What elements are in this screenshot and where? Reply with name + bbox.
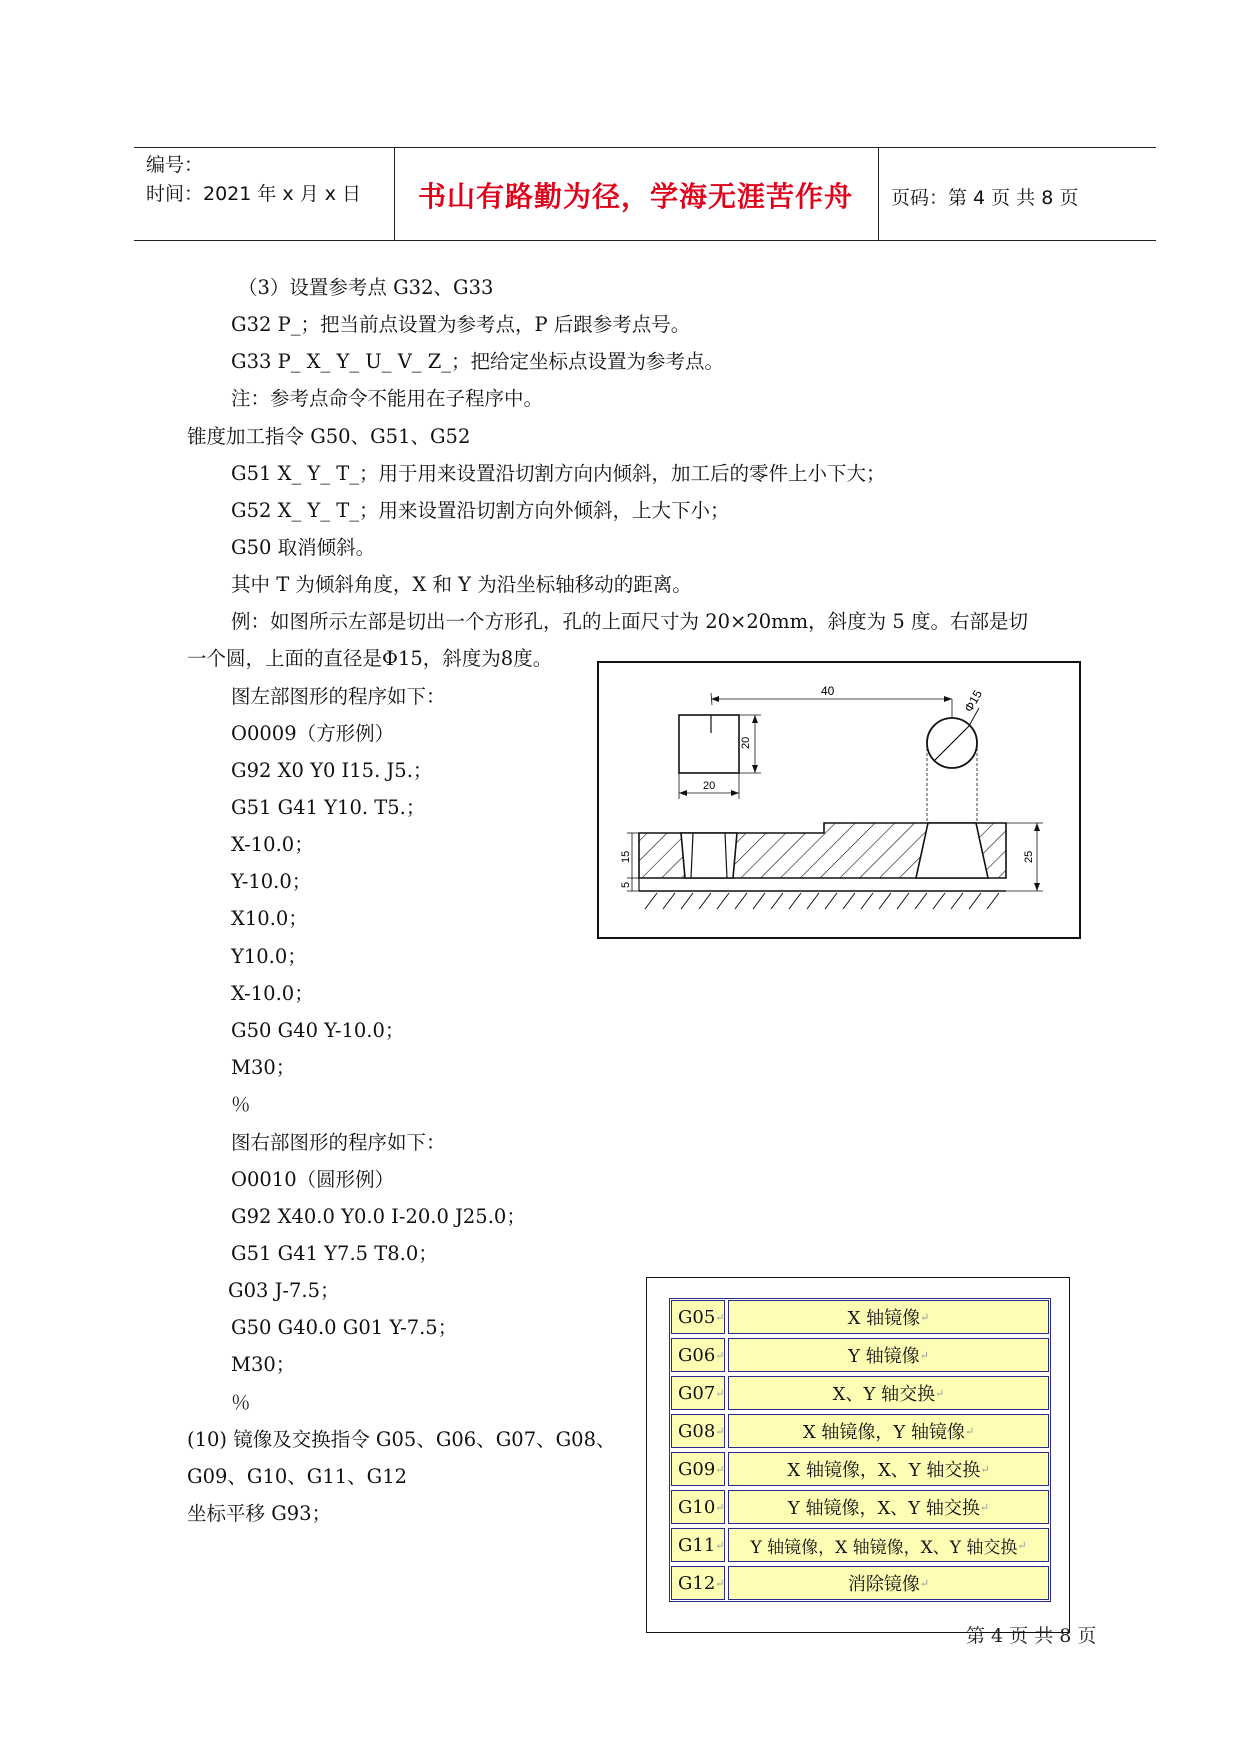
body-line: ％ bbox=[231, 1391, 251, 1414]
body-line: G32 P_；把当前点设置为参考点，P 后跟参考点号。 bbox=[231, 313, 691, 336]
body-line: 图右部图形的程序如下： bbox=[231, 1131, 446, 1154]
page-label: 页码：第 4 页 共 8 页 bbox=[891, 187, 1079, 209]
table-cell-code: G10 ↵ bbox=[671, 1490, 725, 1524]
table-row bbox=[671, 1338, 1049, 1372]
table-cell-desc: Y 轴镜像 ↵ bbox=[728, 1338, 1049, 1372]
body-line: G09、G10、G11、G12 bbox=[187, 1465, 408, 1488]
body-line: G03 J-7.5； bbox=[228, 1279, 340, 1302]
table-cell-code: G07 ↵ bbox=[671, 1376, 725, 1410]
body-line: 图左部图形的程序如下： bbox=[231, 685, 446, 708]
dim-phi15: Φ15 bbox=[961, 687, 986, 715]
table-cell-desc: X 轴镜像，X、Y 轴交换 ↵ bbox=[728, 1452, 1049, 1486]
body-line: G52 X_ Y_ T_；用来设置沿切割方向外倾斜，上大下小； bbox=[231, 499, 730, 522]
body-line: X-10.0； bbox=[231, 982, 314, 1005]
table-cell-code: G06 ↵ bbox=[671, 1338, 725, 1372]
table-row bbox=[671, 1566, 1049, 1600]
body-line: 注：参考点命令不能用在子程序中。 bbox=[231, 387, 544, 410]
body-line: 锥度加工指令 G50、G51、G52 bbox=[187, 425, 471, 448]
taper-drawing bbox=[597, 661, 1081, 939]
body-line: O0009（方形例） bbox=[231, 722, 395, 745]
dim-20-bottom: 20 bbox=[703, 780, 716, 792]
table-row bbox=[671, 1528, 1049, 1562]
body-line: Y10.0； bbox=[231, 945, 307, 968]
mirror-table bbox=[669, 1298, 1051, 1602]
body-line: G50 G40 Y-10.0； bbox=[231, 1019, 405, 1042]
table-row bbox=[671, 1300, 1049, 1334]
body-line: O0010（圆形例） bbox=[231, 1168, 395, 1191]
table-cell-code: G08 ↵ bbox=[671, 1414, 725, 1448]
body-line: G50 G40.0 G01 Y-7.5； bbox=[231, 1316, 458, 1339]
table-cell-desc: Y 轴镜像，X 轴镜像，X、Y 轴交换 ↵ bbox=[728, 1528, 1049, 1562]
header-divider-right bbox=[878, 148, 879, 240]
dim-15: 15 bbox=[620, 850, 632, 863]
body-line: G92 X0 Y0 I15. J5.； bbox=[231, 759, 433, 782]
body-line: 坐标平移 G93； bbox=[187, 1502, 332, 1525]
table-row bbox=[671, 1414, 1049, 1448]
body-line: G33 P_ X_ Y_ U_ V_ Z_；把给定坐标点设置为参考点。 bbox=[231, 350, 725, 373]
header-divider-left bbox=[394, 148, 395, 240]
taper-drawing-svg bbox=[599, 663, 1079, 937]
table-cell-code: G05 ↵ bbox=[671, 1300, 725, 1334]
dim-20-side: 20 bbox=[740, 736, 752, 749]
serial-label: 编号： bbox=[146, 154, 204, 176]
table-cell-code: G12 ↵ bbox=[671, 1566, 725, 1600]
mirror-table-frame bbox=[646, 1277, 1070, 1633]
dim-40: 40 bbox=[821, 684, 835, 698]
body-line: M30； bbox=[231, 1056, 296, 1079]
header-top-rule bbox=[134, 147, 1156, 148]
body-line: X10.0； bbox=[231, 907, 308, 930]
body-line: ％ bbox=[231, 1093, 251, 1116]
table-cell-desc: Y 轴镜像，X、Y 轴交换 ↵ bbox=[728, 1490, 1049, 1524]
table-cell-code: G11 ↵ bbox=[671, 1528, 725, 1562]
body-line: (10) 镜像及交换指令 G05、G06、G07、G08、 bbox=[187, 1428, 616, 1451]
body-line: G51 G41 Y7.5 T8.0； bbox=[231, 1242, 438, 1265]
motto: 书山有路勤为径，学海无涯苦作舟 bbox=[418, 180, 854, 213]
table-row bbox=[671, 1376, 1049, 1410]
square-top-view bbox=[679, 715, 739, 773]
body-line: G92 X40.0 Y0.0 I-20.0 J25.0； bbox=[231, 1205, 526, 1228]
table-cell-desc: X 轴镜像 ↵ bbox=[728, 1300, 1049, 1334]
body-line: 例：如图所示左部是切出一个方形孔，孔的上面尺寸为 20×20mm，斜度为 5 度。右部是切 bbox=[231, 610, 1028, 633]
header-bottom-rule bbox=[134, 240, 1156, 241]
time-label: 时间：2021 年 x 月 x 日 bbox=[146, 183, 362, 205]
dim-25: 25 bbox=[1023, 850, 1035, 863]
table-cell-desc: X 轴镜像，Y 轴镜像 ↵ bbox=[728, 1414, 1049, 1448]
body-line: 其中 T 为倾斜角度，X 和 Y 为沿坐标轴移动的距离。 bbox=[231, 573, 692, 596]
dim-5: 5 bbox=[620, 881, 632, 888]
table-cell-code: G09 ↵ bbox=[671, 1452, 725, 1486]
body-line: X-10.0； bbox=[231, 833, 314, 856]
page-footer: 第 4 页 共 8 页 bbox=[966, 1625, 1097, 1647]
table-cell-desc: 消除镜像 ↵ bbox=[728, 1566, 1049, 1600]
table-row bbox=[671, 1452, 1049, 1486]
body-line: G51 X_ Y_ T_；用于用来设置沿切割方向内倾斜，加工后的零件上小下大； bbox=[231, 462, 886, 485]
table-cell-desc: X、Y 轴交换 ↵ bbox=[728, 1376, 1049, 1410]
body-line: G51 G41 Y10. T5.； bbox=[231, 796, 426, 819]
body-line: Y-10.0； bbox=[231, 870, 312, 893]
body-line: M30； bbox=[231, 1353, 296, 1376]
table-row bbox=[671, 1490, 1049, 1524]
body-line: G50 取消倾斜。 bbox=[231, 536, 376, 559]
body-line: 一个圆，上面的直径是Φ15，斜度为8度。 bbox=[187, 647, 553, 670]
body-line: （3）设置参考点 G32、G33 bbox=[238, 276, 494, 299]
